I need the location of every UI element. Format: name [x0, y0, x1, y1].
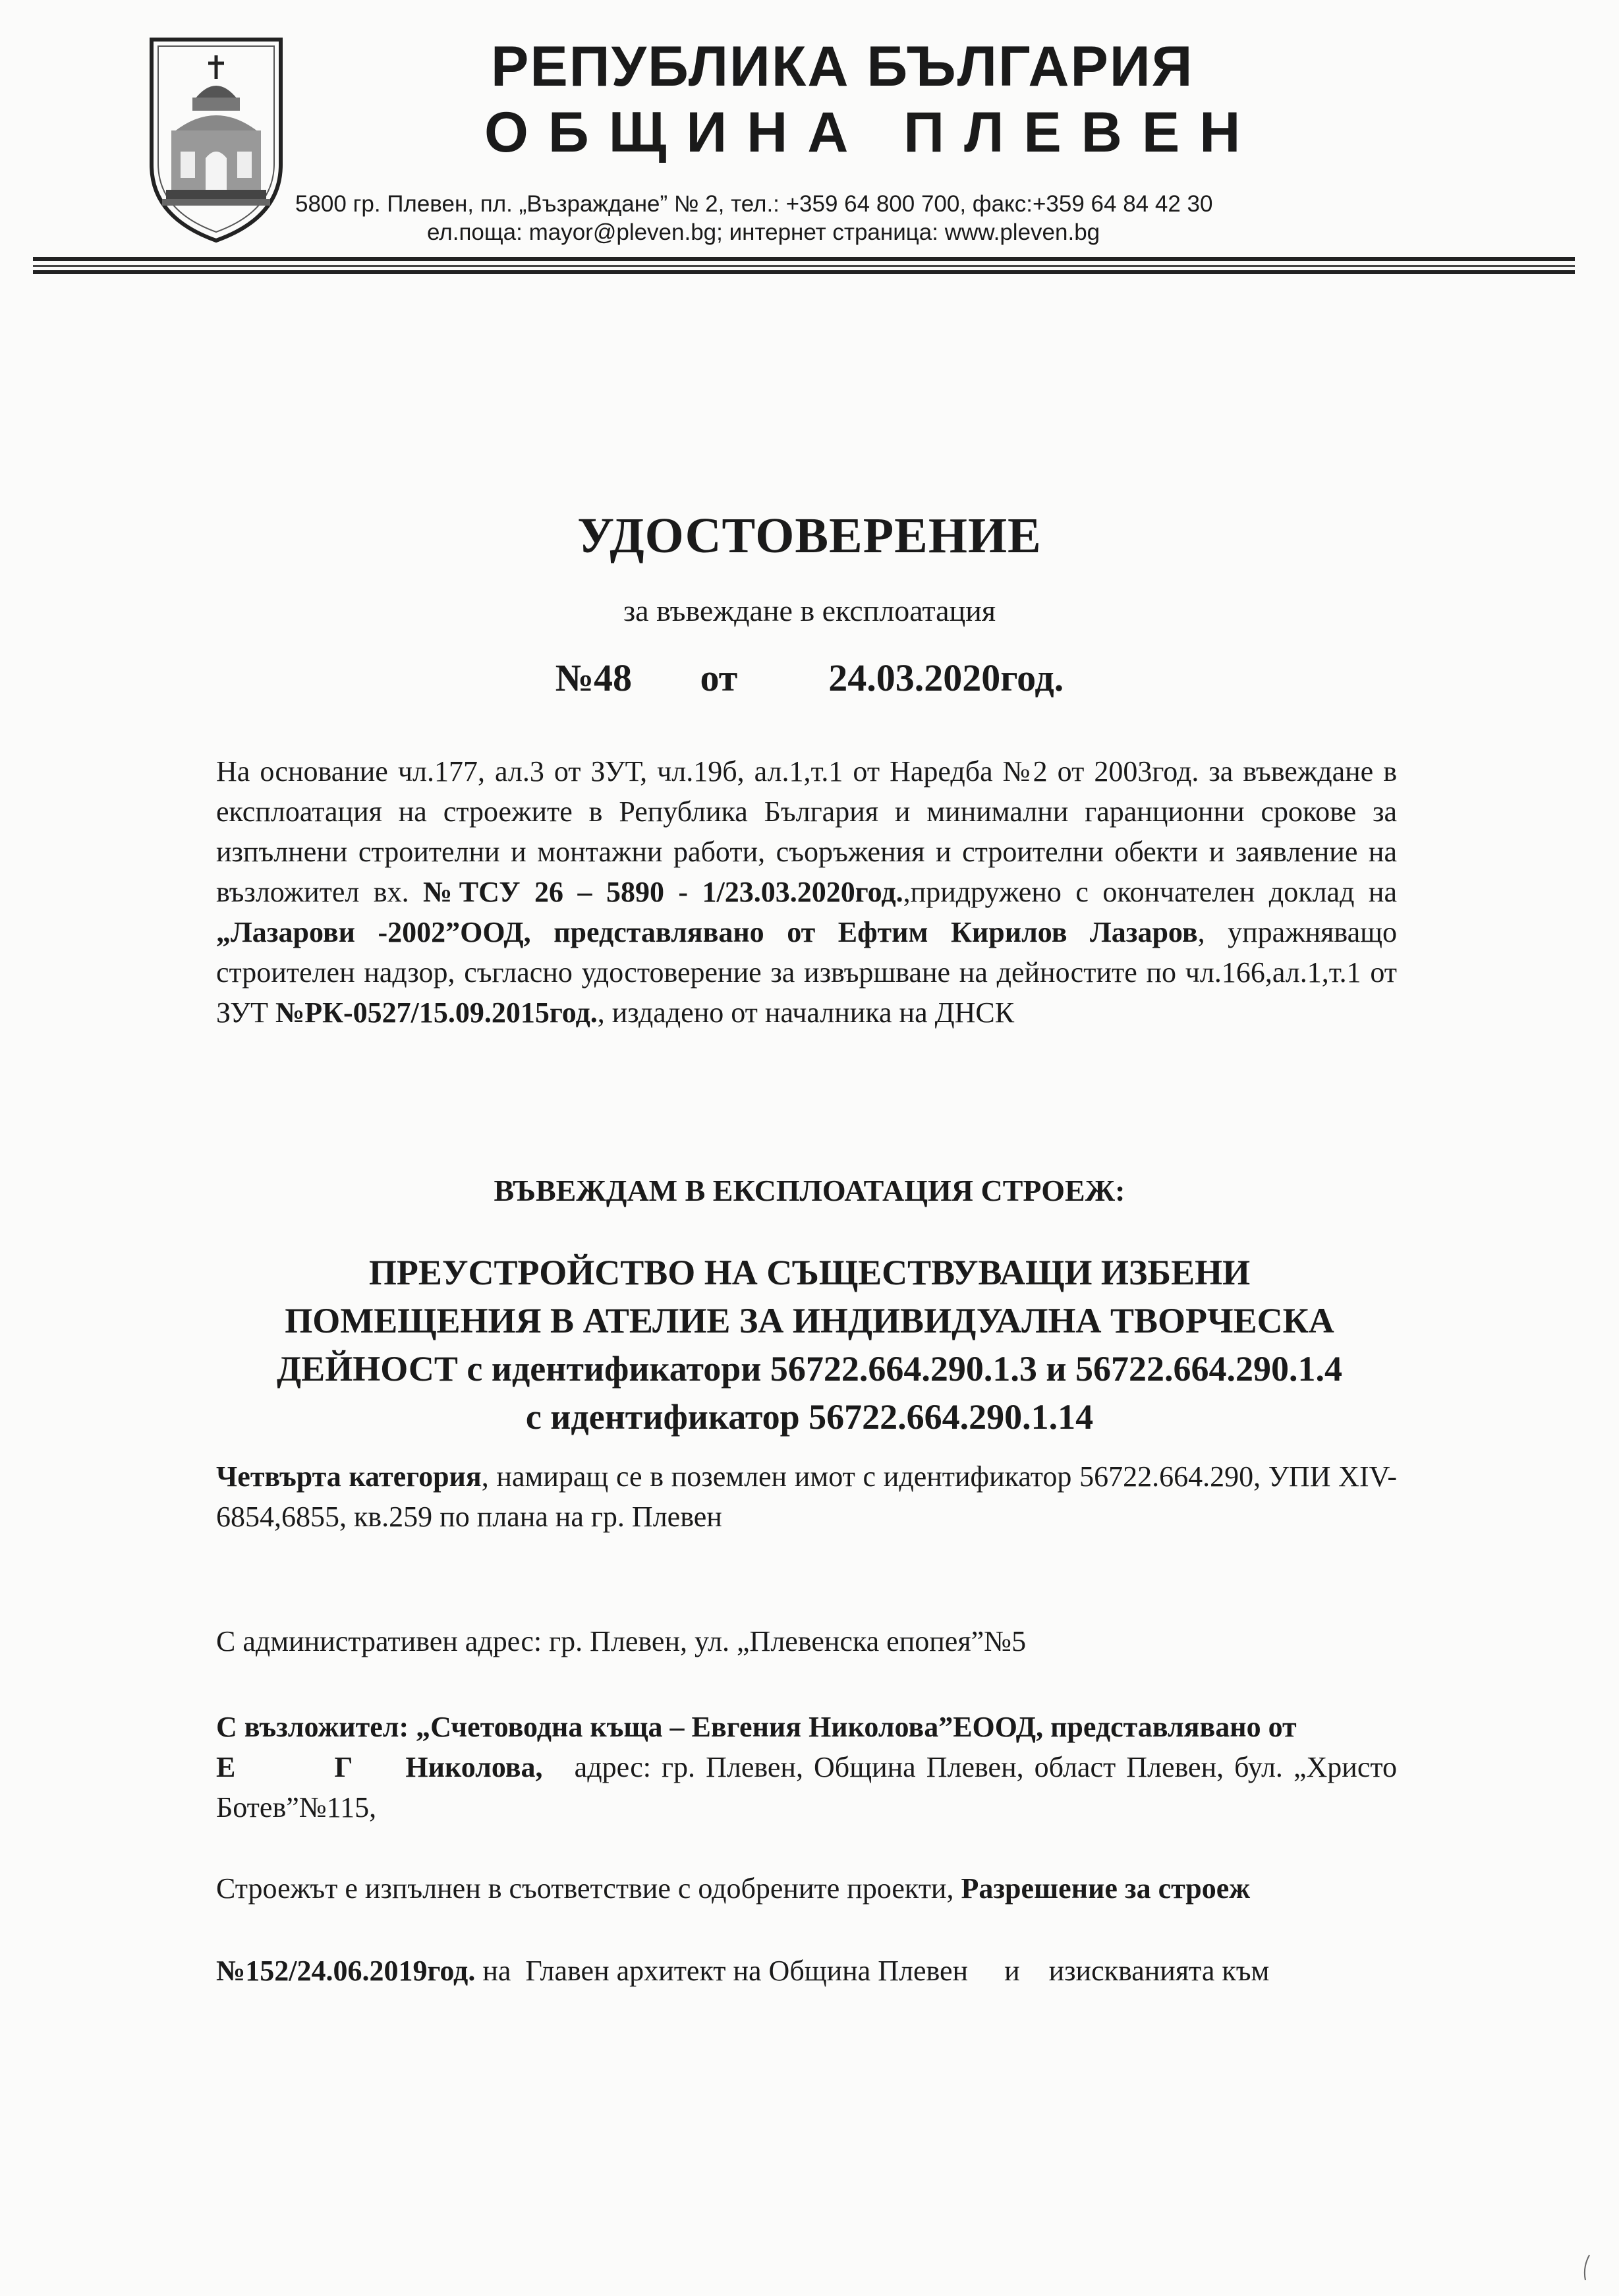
section-heading: ВЪВЕЖДАМ В ЕКСПЛОАТАЦИЯ СТРОЕЖ:	[494, 1174, 1125, 1207]
text-run: адрес: гр. Плевен, Община Плевен, област Плевен, бул. „Христо Ботев”№115,	[216, 1751, 1404, 1823]
text-run: , издадено от началника на ДНСК	[597, 996, 1015, 1029]
text-run: на Главен архитект на Община Плевен и изискванията към	[475, 1955, 1270, 1987]
header-address: 5800 гр. Плевен, пл. „Възраждане” № 2, тел.: +359 64 800 700, факс:+359 64 84 42 30	[295, 191, 1213, 217]
text-run-bold: С възложител: „Счетоводна къща – Евгения Николова”ЕООД, представлявано от	[216, 1711, 1297, 1743]
object-line: ПРЕУСТРОЙСТВО НА СЪЩЕСТВУВАЩИ ИЗБЕНИ	[368, 1253, 1251, 1292]
header-rule	[33, 265, 1575, 267]
text-run-bold: „Лазарови -2002”ООД, представлявано от Ефтим Кирилов Лазаров	[216, 916, 1198, 948]
paragraph-category	[216, 1456, 1397, 1537]
text-run-bold: Разрешение за строеж	[961, 1872, 1251, 1905]
pen-mark-icon	[1580, 2254, 1593, 2283]
text-run-bold: Четвърта категория	[216, 1460, 482, 1493]
header-contacts: ел.поща: mayor@pleven.bg; интернет страница: www.pleven.bg	[427, 219, 1100, 245]
paragraph-legal-basis	[216, 751, 1397, 1033]
header-country: РЕПУБЛИКА БЪЛГАРИЯ	[491, 35, 1194, 98]
text-run: , упражняващо строителен надзор, съгласно удостоверение за извършване на дейностите по чл.166,ал.1,т.1 от ЗУТ	[216, 916, 1397, 1029]
paragraph-assignor	[216, 1707, 1404, 1827]
text-run-bold: Е	[216, 1751, 236, 1783]
header-rule	[33, 257, 1575, 261]
text-run: Строежът е изпълнен в съответствие с одобрените проекти,	[216, 1872, 961, 1905]
paragraph-address: С административен адрес: гр. Плевен, ул. „Плевенска епопея”№5	[216, 1625, 1027, 1657]
document-number: №48 от 24.03.2020год.	[555, 656, 1064, 699]
text-run-bold: №РК-0527/15.09.2015год.	[275, 996, 598, 1029]
document-title: УДОСТОВЕРЕНИЕ	[577, 508, 1042, 563]
object-line: ДЕЙНОСТ с идентификатори 56722.664.290.1.3 и 56722.664.290.1.4	[277, 1349, 1342, 1389]
text-run: ,придружено с окончателен доклад на	[903, 876, 1397, 908]
municipality-coat-of-arms-icon	[146, 26, 286, 244]
paragraph-compliance-cont	[216, 1951, 1397, 1991]
paragraph-compliance	[216, 1868, 1397, 1909]
text-run: На основание чл.177, ал.3 от ЗУТ, чл.19б, ал.1,т.1 от Наредба №2 от 2003год. за въвеждане в експлоатация на строежите в Република България и минимални гаранционни срокове за изпълнени строителни и монтажни работи, съоръжения и строителни обекти и заявление на възложител вх.	[216, 755, 1397, 908]
object-line: ПОМЕЩЕНИЯ В АТЕЛИЕ ЗА ИНДИВИДУАЛНА ТВОРЧЕСКА	[285, 1301, 1334, 1340]
header-municipality: ОБЩИНА ПЛЕВЕН	[484, 101, 1261, 164]
text-run-bold: №152/24.06.2019год.	[216, 1955, 476, 1987]
text-run: , намиращ се в поземлен имот с идентификатор 56722.664.290, УПИ XIV-6854,6855, кв.259 по плана на гр. Плевен	[216, 1460, 1397, 1533]
text-run-bold: Николова,	[405, 1751, 543, 1783]
text-run-bold: Г	[334, 1751, 353, 1783]
text-run-bold: №ТСУ 26 – 5890 - 1/23.03.2020год.	[423, 876, 903, 908]
object-line: с идентификатор 56722.664.290.1.14	[525, 1397, 1094, 1437]
construction-object	[0, 1249, 1619, 1441]
header-rule	[33, 270, 1575, 274]
document-subtitle: за въвеждане в експлоатация	[623, 594, 996, 627]
